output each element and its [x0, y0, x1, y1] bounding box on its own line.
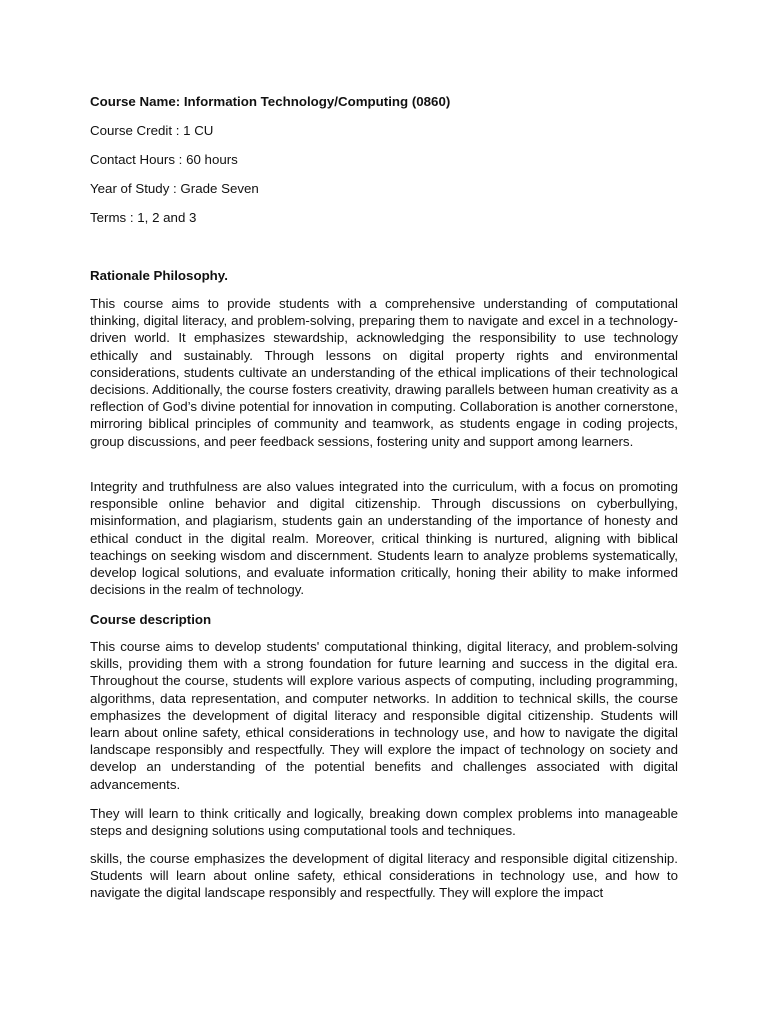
rationale-heading: Rationale Philosophy.: [90, 268, 228, 283]
course-credit: Course Credit : 1 CU: [90, 123, 214, 138]
description-paragraph-3: skills, the course emphasizes the development of digital literacy and responsible digital citizenship. Students will learn about online safety, ethical considerations in technology use, and how to navigate the digital landscape responsibly and respectfully. They will explore the impact: [90, 851, 678, 901]
year-of-study: Year of Study : Grade Seven: [90, 181, 259, 196]
description-paragraph-1: This course aims to develop students' computational thinking, digital literacy, and problem-solving skills, providing them with a strong foundation for future learning and success in the digital era. Throughout the course, students will explore various aspects of computing, including programming, algorithms, data representation, and computer networks. In addition to technical skills, the course emphasizes the development of digital literacy and responsible digital citizenship. Students will learn about online safety, ethical considerations in technology use, and how to navigate the digital landscape responsibly and respectfully. They will explore the impact of technology on society and develop an understanding of the potential benefits and challenges associated with digital advancements.: [90, 639, 678, 792]
course-name: Course Name: Information Technology/Computing (0860): [90, 94, 451, 109]
terms: Terms : 1, 2 and 3: [90, 210, 197, 225]
contact-hours: Contact Hours : 60 hours: [90, 152, 238, 167]
rationale-paragraph-2: Integrity and truthfulness are also values integrated into the curriculum, with a focus on promoting responsible online behavior and digital citizenship. Through discussions on cyberbullying, misinformation, and plagiarism, students gain an understanding of the importance of honesty and ethical conduct in the digital realm. Moreover, critical thinking is nurtured, aligning with biblical teachings on seeking wisdom and discernment. Students learn to analyze problems systematically, develop logical solutions, and evaluate information critically, honing their ability to make informed decisions in the realm of technology.: [90, 479, 678, 598]
description-paragraph-2: They will learn to think critically and logically, breaking down complex problems into manageable steps and designing solutions using computational tools and techniques.: [90, 806, 678, 839]
rationale-paragraph-1: This course aims to provide students with a comprehensive understanding of computational thinking, digital literacy, and problem-solving, preparing them to navigate and excel in a technology-driven world. It emphasizes stewardship, acknowledging the responsibility to use technology ethically and sustainably. Through lessons on digital property rights and environmental considerations, students cultivate an understanding of the ethical implications of their technological decisions. Additionally, the course fosters creativity, drawing parallels between human creativity as a reflection of God’s divine potential for innovation in computing. Collaboration is another cornerstone, mirroring biblical principles of community and teamwork, as students engage in coding projects, group discussions, and peer feedback sessions, fostering unity and support among learners.: [90, 296, 678, 449]
course-description-heading: Course description: [90, 612, 212, 627]
